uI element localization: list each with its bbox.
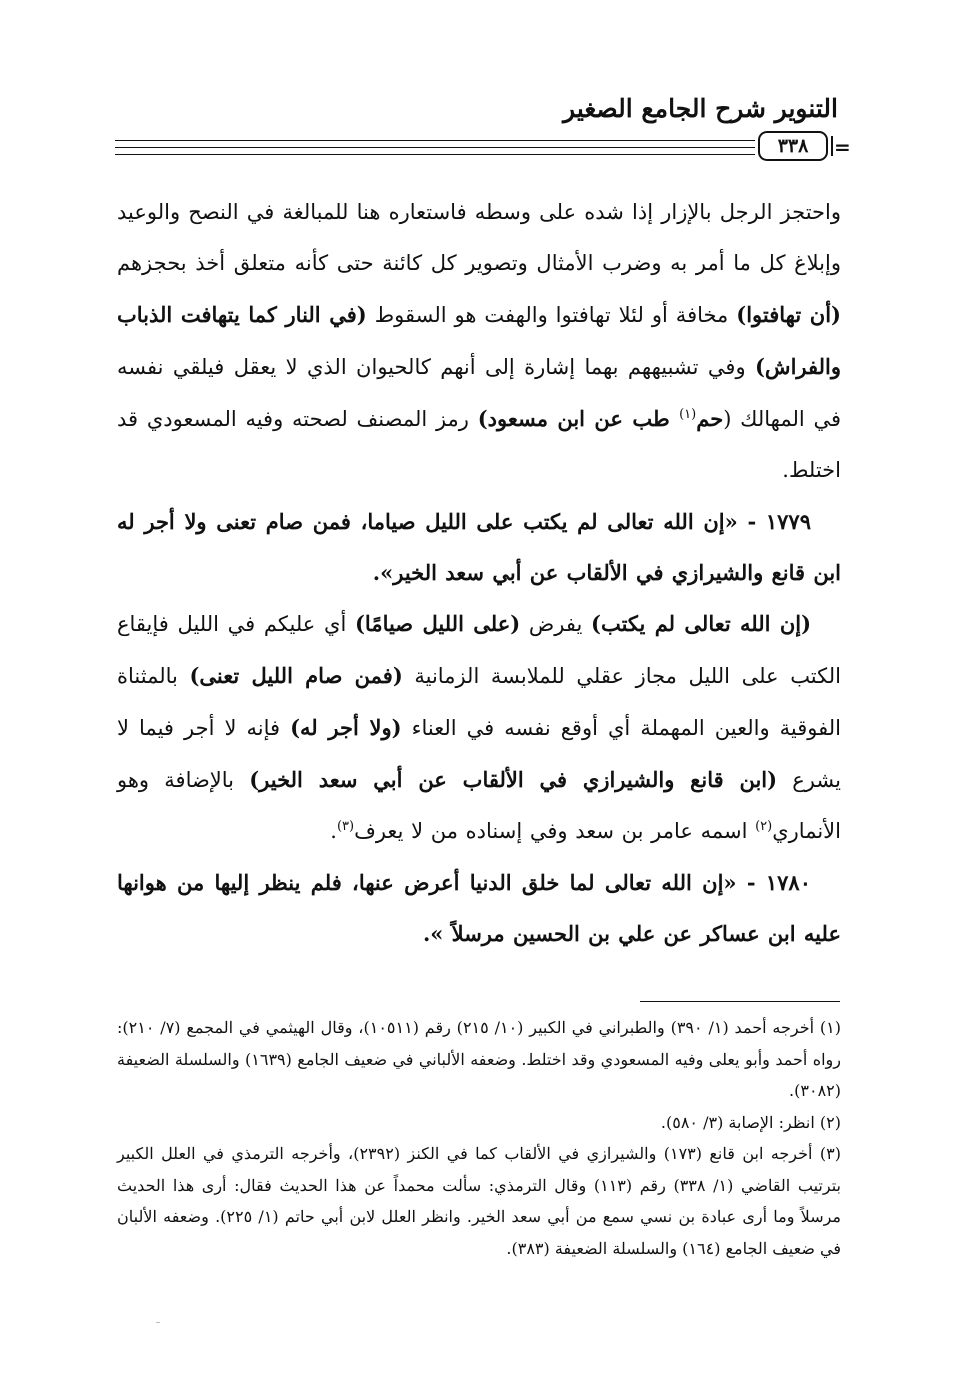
footnote: (١) أخرجه أحمد (١/ ٣٩٠) والطبراني في الكبير (١٠/ ٢١٥) رقم (١٠٥١١)، وقال الهيثمي في المجمع (٧/ ٢١٠): رواه أحمد وأبو يعلى وفيه المسعودي وقد اختلط. وضعفه الألباني في ضعيف الجامع (١٦٣٩) والسلسلة الضعيفة (٣٠٨٢). <box>117 1018 842 1100</box>
footnote-ref: (٢) <box>755 819 773 834</box>
footnote-separator <box>640 1001 840 1002</box>
hadith-1779: ١٧٧٩ - «إن الله تعالى لم يكتب على الليل صياما، فمن صام تعنى ولا أجر له ابن قانع والشيرازي في الألقاب عن أبي سعد الخير». <box>117 509 841 585</box>
header-rule <box>115 147 755 148</box>
running-title: التنوير شرح الجامع الصغير <box>563 94 838 123</box>
hadith-1780: ١٧٨٠ - «إن الله تعالى لما خلق الدنيا أعرض عنها، فلم ينظر إليها من هوانها عليه ابن عساكر عن علي بن الحسين مرسلاً ». <box>117 870 841 946</box>
scan-speck <box>156 1322 160 1323</box>
footnote-ref: (١) <box>679 407 697 422</box>
footnote: (٢) انظر: الإصابة (٣/ ٥٨٠). <box>660 1112 841 1132</box>
footnote-ref: (٣) <box>336 819 355 834</box>
footnote: (٣) أخرجه ابن قانع (١٧٣) والشيرازي في الألقاب كما في الكنز (٢٣٩٢)، وأخرجه الترمذي في العلل الكبير بترتيب القاضي (١/ ٣٣٨) رقم (١١٣) وقال الترمذي: سألت محمداً عن هذا الحديث فقال: أرى هذا الحديث مرسلاً وما أرى عبادة بن نسي سمع من أبي سعد الخير. وانظر العلل لابن أبي حاتم (١/ ٢٢٥). وضعفه الألبان في ضعيف الجامع (١٦٤) والسلسلة الضعيفة (٣٨٣). <box>117 1144 841 1258</box>
header-rule <box>115 140 755 141</box>
main-text <box>117 187 841 959</box>
commentary-paragraph: (إن الله تعالى لم يكتب) يفرض (على الليل صيامًا) أي عليكم في الليل فإيقاع الكتب على الليل مجاز عقلي للملابسة الزمانية (فمن صام الليل تعنى) بالمثناة الفوقية والعين المهملة أي أوقع نفسه في العناء (ولا أجر له) فإنه لا أجر فيما لا يشرع (ابن قانع والشيرازي في الألقاب عن أبي سعد الخير) بالإضافة وهو الأنماري$^{(٢)}$ اسمه عامر بن سعد وفي إسناده من لا يعرف$^{(٣)}$. <box>117 611 842 843</box>
page-number: ٣٣٨ <box>758 131 828 161</box>
page-edge-mark: = <box>834 135 851 159</box>
header-rule <box>115 154 755 155</box>
footnotes <box>117 1012 841 1264</box>
commentary-paragraph: واحتجز الرجل بالإزار إذا شده على وسطه فاستعاره هنا للمبالغة في النصح والوعيد وإبلاغ كل ما أمر به وضرب الأمثال وتصوير كل كائنة حتى كأنه متعلق أخذ بحجزهم (أن تهافتوا) مخافة أو لئلا تهافتوا والهفت هو السقوط (في النار كما يتهافت الذباب والفراش) وفي تشبيههم بهما إشارة إلى أنهم كالحيوان الذي لا يعقل فيلقي نفسه في المهالك (حم$^{(١)}$ طب عن ابن مسعود) رمز المصنف لصحته وفيه المسعودي قد اختلط. <box>117 200 841 482</box>
